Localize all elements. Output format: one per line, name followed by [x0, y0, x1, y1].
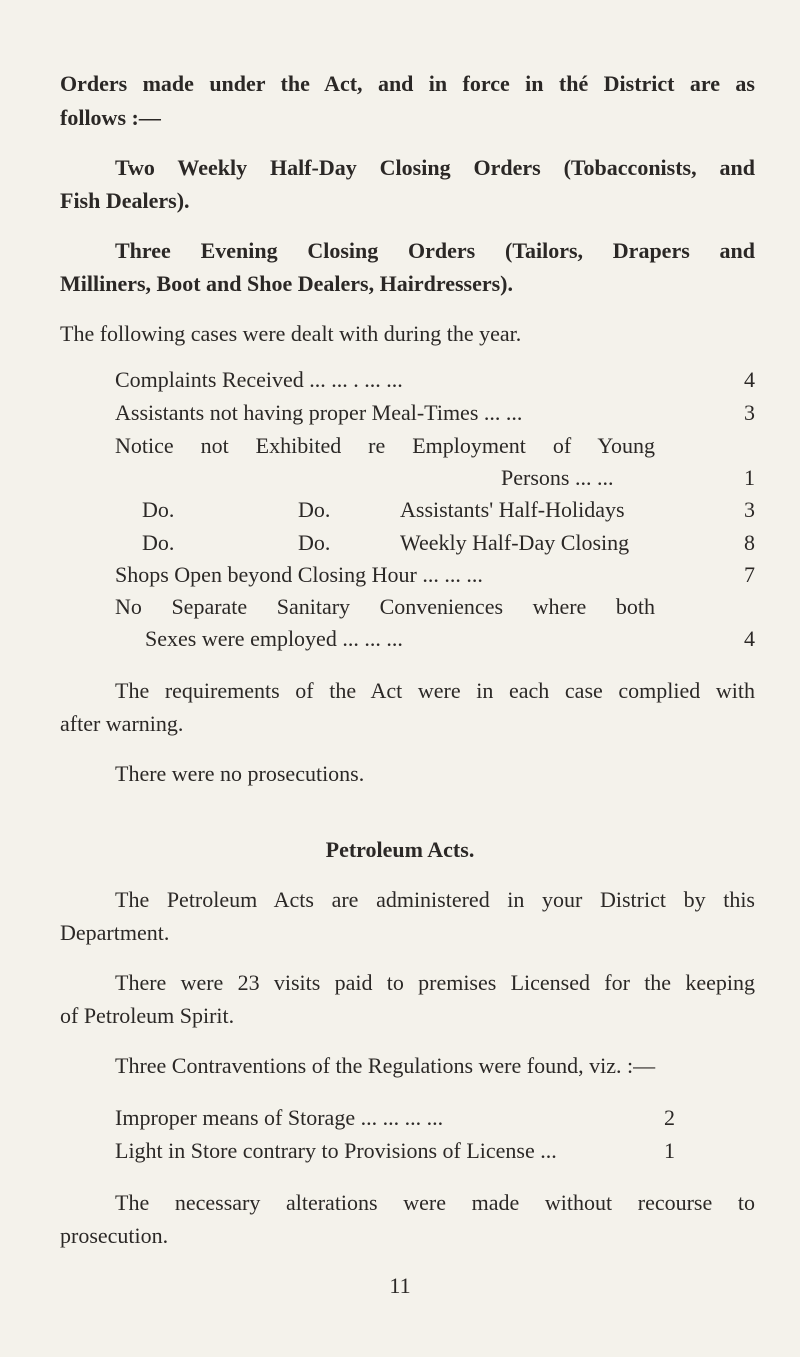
- case-value: 4: [744, 367, 755, 392]
- ditto-2: Do.: [298, 530, 331, 555]
- contravention-label: Improper means of Storage ... ... ... ...: [115, 1105, 444, 1130]
- case-row-meal-times: [115, 399, 755, 427]
- case-row-notice: [115, 464, 755, 492]
- ditto-2: Do.: [298, 497, 331, 522]
- order-1-line-1: Two Weekly Half-Day Closing Orders (Tobacconists, and: [115, 155, 755, 180]
- case-row-sanitary: [115, 625, 755, 653]
- case-row-half-holidays: [115, 496, 755, 524]
- case-label: Assistants' Half-Holidays: [400, 497, 625, 522]
- case-label: Complaints Received ... ... . ... ...: [115, 367, 403, 392]
- petroleum-visits-line-2: of Petroleum Spirit.: [60, 1003, 235, 1028]
- case-row-complaints: [115, 366, 755, 394]
- case-value: 8: [744, 530, 755, 555]
- cases-intro: The following cases were dealt with during the year.: [60, 321, 522, 346]
- requirements-line-2: after warning.: [60, 711, 184, 736]
- case-value: 3: [744, 497, 755, 522]
- case-value: 7: [744, 562, 755, 587]
- petroleum-admin-line-1: The Petroleum Acts are administered in your District by this: [115, 887, 755, 912]
- contravention-value: 2: [664, 1105, 675, 1130]
- case-row-shops-open: [115, 561, 755, 589]
- case-value: 1: [744, 465, 755, 490]
- case-row-weekly-closing: [115, 529, 755, 557]
- petroleum-contraventions: Three Contraventions of the Regulations were found, viz. :—: [115, 1053, 656, 1078]
- contravention-row-light: [115, 1137, 675, 1165]
- case-value: 4: [744, 626, 755, 651]
- petroleum-admin-line-2: Department.: [60, 920, 170, 945]
- case-label: Assistants not having proper Meal-Times ... ...: [115, 400, 523, 425]
- case-sanitary-line-1: No Separate Sanitary Conveniences where both: [115, 594, 655, 619]
- ditto-1: Do.: [142, 497, 175, 522]
- case-label: Shops Open beyond Closing Hour ... ... ...: [115, 562, 483, 587]
- order-2-line-2: Milliners, Boot and Shoe Dealers, Hairdressers).: [60, 271, 513, 296]
- contravention-row-storage: [115, 1104, 675, 1132]
- order-1-line-2: Fish Dealers).: [60, 188, 190, 213]
- alterations-line-2: prosecution.: [60, 1223, 169, 1248]
- order-2-line-1: Three Evening Closing Orders (Tailors, Drapers and: [115, 238, 755, 263]
- page-number: 11: [389, 1273, 411, 1298]
- intro-line-2: follows :—: [60, 105, 161, 130]
- ditto-1: Do.: [142, 530, 175, 555]
- case-label: Weekly Half-Day Closing: [400, 530, 630, 555]
- contravention-value: 1: [664, 1138, 675, 1163]
- no-prosecutions: There were no prosecutions.: [115, 761, 365, 786]
- case-value: 3: [744, 400, 755, 425]
- case-label: Sexes were employed ... ... ...: [145, 626, 403, 651]
- contravention-label: Light in Store contrary to Provisions of License ...: [115, 1138, 557, 1163]
- intro-line-1: Orders made under the Act, and in force in thé District are as: [60, 71, 755, 96]
- case-notice-line-1: Notice not Exhibited re Employment of Young: [115, 433, 655, 458]
- requirements-line-1: The requirements of the Act were in each case complied with: [115, 678, 755, 703]
- alterations-line-1: The necessary alterations were made without recourse to: [115, 1190, 755, 1215]
- section-heading-petroleum: Petroleum Acts.: [325, 837, 475, 862]
- case-label: Persons ... ...: [501, 465, 614, 490]
- petroleum-visits-line-1: There were 23 visits paid to premises Licensed for the keeping: [115, 970, 755, 995]
